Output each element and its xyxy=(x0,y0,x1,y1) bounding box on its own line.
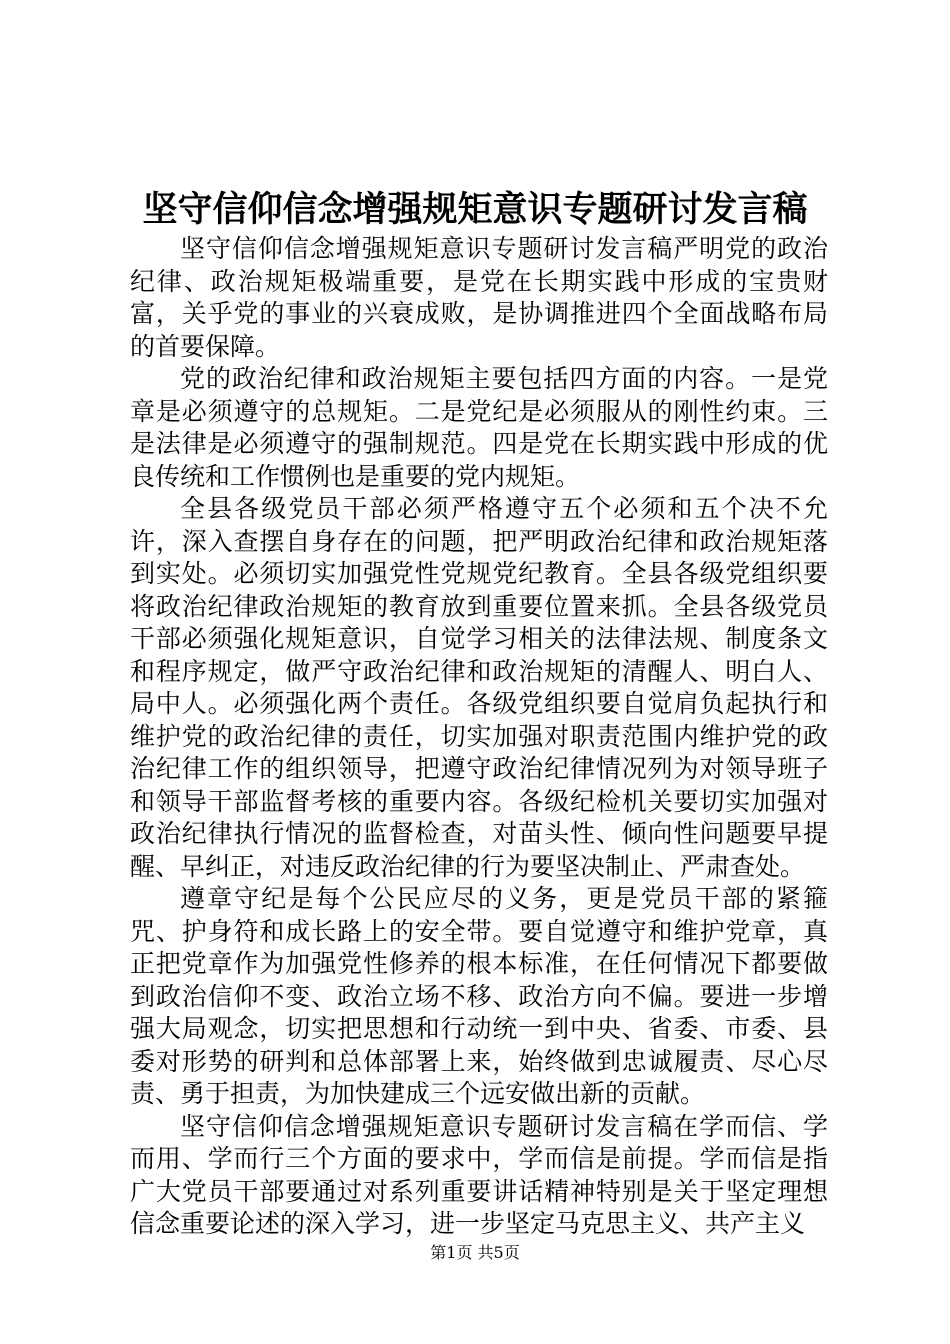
page-number-footer: 第1页 共5页 xyxy=(430,1243,520,1262)
paragraph-2: 党的政治纪律和政治规矩主要包括四方面的内容。一是党章是必须遵守的总规矩。二是党纪是必须服从的刚性约束。三是法律是必须遵守的强制规范。四是党在长期实践中形成的优良传统和工作惯例也是重要的党内规矩。 xyxy=(130,364,828,491)
paragraph-5: 坚守信仰信念增强规矩意识专题研讨发言稿在学而信、学而用、学而行三个方面的要求中，学而信是前提。学而信是指广大党员干部要通过对系列重要讲话精神特别是关于坚定理想信念重要论述的深入学习，进一步坚定马克思主义、共产主义 xyxy=(130,1111,828,1238)
paragraph-4: 遵章守纪是每个公民应尽的义务，更是党员干部的紧箍咒、护身符和成长路上的安全带。要自觉遵守和维护党章，真正把党章作为加强党性修养的根本标准，在任何情况下都要做到政治信仰不变、政治立场不移、政治方向不偏。要进一步增强大局观念，切实把思想和行动统一到中央、省委、市委、县委对形势的研判和总体部署上来，始终做到忠诚履责、尽心尽责、勇于担责，为加快建成三个远安做出新的贡献。 xyxy=(130,884,828,1108)
document-body xyxy=(130,233,828,1241)
paragraph-1: 坚守信仰信念增强规矩意识专题研讨发言稿严明党的政治纪律、政治规矩极端重要，是党在长期实践中形成的宝贵财富，关乎党的事业的兴衰成败，是协调推进四个全面战略布局的首要保障。 xyxy=(130,234,828,361)
document-title: 坚守信仰信念增强规矩意识专题研讨发言稿 xyxy=(142,189,808,230)
paragraph-3: 全县各级党员干部必须严格遵守五个必须和五个决不允许，深入查摆自身存在的问题，把严明政治纪律和政治规矩落到实处。必须切实加强党性党规党纪教育。全县各级党组织要将政治纪律政治规矩的教育放到重要位置来抓。全县各级党员干部必须强化规矩意识，自觉学习相关的法律法规、制度条文和程序规定，做严守政治纪律和政治规矩的清醒人、明白人、局中人。必须强化两个责任。各级党组织要自觉肩负起执行和维护党的政治纪律的责任，切实加强对职责范围内维护党的政治纪律工作的组织领导，把遵守政治纪律情况列为对领导班子和领导干部监督考核的重要内容。各级纪检机关要切实加强对政治纪律执行情况的监督检查，对苗头性、倾向性问题要早提醒、早纠正，对违反政治纪律的行为要坚决制止、严肃查处。 xyxy=(130,494,828,881)
